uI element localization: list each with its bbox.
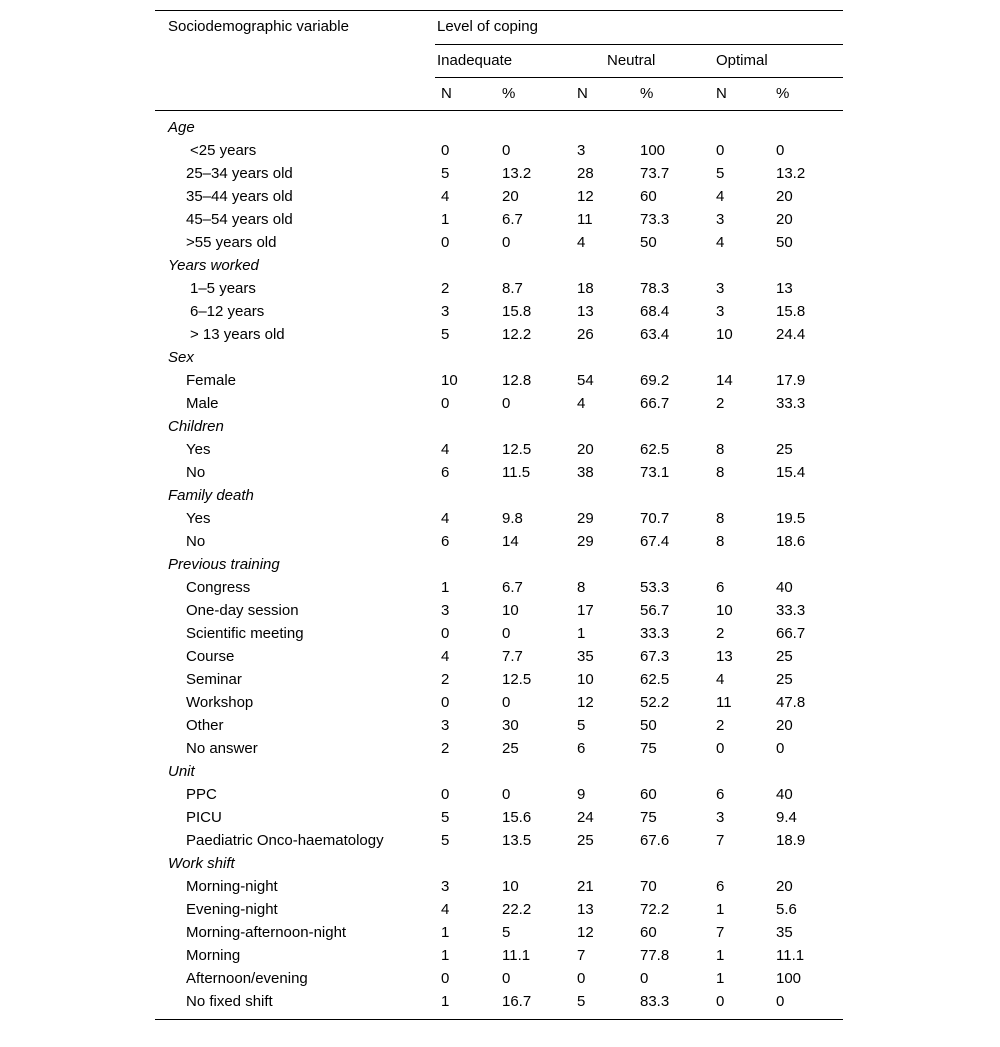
header-measure-optimal-n: N xyxy=(716,85,727,102)
cell-inadequate-n: 3 xyxy=(441,303,450,320)
group-header-label: Children xyxy=(168,418,224,435)
row-label: Seminar xyxy=(186,671,242,688)
cell-optimal-pct: 25 xyxy=(776,441,793,458)
table-row xyxy=(155,806,843,829)
table-row xyxy=(155,944,843,967)
cell-optimal-n: 8 xyxy=(716,510,725,527)
row-label: 35–44 years old xyxy=(186,188,293,205)
header-group-label: Level of coping xyxy=(437,18,538,35)
row-label: Morning-afternoon-night xyxy=(186,924,347,941)
cell-inadequate-n: 6 xyxy=(441,464,450,481)
cell-optimal-pct: 20 xyxy=(776,878,793,895)
cell-inadequate-n: 1 xyxy=(441,211,450,228)
table-row xyxy=(155,990,843,1013)
row-label: > 13 years old xyxy=(190,326,285,343)
table-row xyxy=(155,714,843,737)
cell-neutral-pct: 0 xyxy=(640,970,649,987)
cell-inadequate-n: 5 xyxy=(441,832,450,849)
header-level-inadequate: Inadequate xyxy=(437,52,513,69)
cell-neutral-pct: 52.2 xyxy=(640,694,670,711)
cell-optimal-n: 6 xyxy=(716,786,725,803)
cell-inadequate-pct: 11.1 xyxy=(502,947,531,964)
row-label: Paediatric Onco-haematology xyxy=(186,832,384,849)
cell-inadequate-pct: 12.2 xyxy=(502,326,532,343)
cell-neutral-pct: 56.7 xyxy=(640,602,670,619)
table-row xyxy=(155,507,843,530)
row-label: 25–34 years old xyxy=(186,165,293,182)
cell-inadequate-n: 4 xyxy=(441,648,450,665)
cell-neutral-pct: 68.4 xyxy=(640,303,670,320)
table-bottom-rule xyxy=(155,1019,843,1020)
cell-neutral-pct: 62.5 xyxy=(640,441,670,458)
cell-optimal-pct: 20 xyxy=(776,188,793,205)
cell-neutral-pct: 62.5 xyxy=(640,671,670,688)
header-level-neutral: Neutral xyxy=(607,52,656,69)
header-measure-inadequate-n: N xyxy=(441,85,452,102)
cell-inadequate-pct: 10 xyxy=(502,602,519,619)
row-label: PICU xyxy=(186,809,222,826)
group-header-row xyxy=(155,116,843,139)
cell-optimal-n: 10 xyxy=(716,602,733,619)
row-label: Female xyxy=(186,372,237,389)
cell-neutral-pct: 75 xyxy=(640,809,657,826)
cell-neutral-pct: 60 xyxy=(640,188,657,205)
cell-optimal-n: 4 xyxy=(716,671,725,688)
cell-inadequate-n: 1 xyxy=(441,993,450,1010)
cell-inadequate-n: 4 xyxy=(441,510,450,527)
cell-neutral-n: 21 xyxy=(577,878,594,895)
cell-optimal-pct: 100 xyxy=(776,970,802,987)
cell-neutral-n: 13 xyxy=(577,303,594,320)
header-row-measures xyxy=(155,78,843,110)
row-label: <25 years xyxy=(190,142,257,159)
row-label: Yes xyxy=(186,510,211,527)
header-row-titles xyxy=(155,11,843,44)
cell-neutral-pct: 50 xyxy=(640,717,657,734)
group-header-row xyxy=(155,346,843,369)
cell-neutral-n: 8 xyxy=(577,579,586,596)
table-row xyxy=(155,530,843,553)
cell-optimal-n: 6 xyxy=(716,579,725,596)
cell-inadequate-pct: 30 xyxy=(502,717,519,734)
group-header-row xyxy=(155,415,843,438)
table-row xyxy=(155,576,843,599)
cell-optimal-n: 6 xyxy=(716,878,725,895)
cell-neutral-n: 9 xyxy=(577,786,586,803)
cell-neutral-n: 4 xyxy=(577,234,586,251)
table-row xyxy=(155,392,843,415)
cell-neutral-n: 5 xyxy=(577,717,586,734)
cell-inadequate-pct: 0 xyxy=(502,625,511,642)
cell-optimal-pct: 20 xyxy=(776,211,793,228)
group-header-label: Age xyxy=(168,119,195,136)
cell-inadequate-pct: 8.7 xyxy=(502,280,523,297)
cell-inadequate-pct: 12.8 xyxy=(502,372,532,389)
cell-optimal-pct: 17.9 xyxy=(776,372,806,389)
group-header-label: Family death xyxy=(168,487,254,504)
cell-neutral-pct: 53.3 xyxy=(640,579,670,596)
cell-neutral-n: 10 xyxy=(577,671,594,688)
cell-optimal-n: 3 xyxy=(716,809,725,826)
cell-neutral-n: 29 xyxy=(577,510,594,527)
row-label: 1–5 years xyxy=(190,280,256,297)
cell-optimal-pct: 24.4 xyxy=(776,326,806,343)
cell-neutral-n: 4 xyxy=(577,395,586,412)
cell-inadequate-n: 0 xyxy=(441,395,450,412)
table-row xyxy=(155,231,843,254)
cell-optimal-pct: 0 xyxy=(776,142,785,159)
cell-inadequate-pct: 5 xyxy=(502,924,511,941)
cell-inadequate-pct: 22.2 xyxy=(502,901,532,918)
cell-optimal-n: 7 xyxy=(716,924,725,941)
header-level-optimal: Optimal xyxy=(716,52,768,69)
cell-inadequate-pct: 16.7 xyxy=(502,993,532,1010)
cell-inadequate-pct: 6.7 xyxy=(502,579,523,596)
cell-optimal-pct: 33.3 xyxy=(776,602,806,619)
table-row xyxy=(155,898,843,921)
table-row xyxy=(155,921,843,944)
cell-neutral-n: 1 xyxy=(577,625,586,642)
table-row xyxy=(155,369,843,392)
group-header-row xyxy=(155,484,843,507)
cell-optimal-n: 5 xyxy=(716,165,725,182)
cell-optimal-pct: 11.1 xyxy=(776,947,805,964)
cell-neutral-pct: 73.3 xyxy=(640,211,670,228)
cell-neutral-pct: 63.4 xyxy=(640,326,670,343)
row-label: Other xyxy=(186,717,224,734)
cell-optimal-pct: 9.4 xyxy=(776,809,797,826)
table-row xyxy=(155,668,843,691)
cell-optimal-n: 3 xyxy=(716,280,725,297)
cell-optimal-n: 2 xyxy=(716,625,725,642)
cell-neutral-n: 35 xyxy=(577,648,594,665)
cell-neutral-n: 12 xyxy=(577,924,594,941)
row-label: Morning xyxy=(186,947,241,964)
cell-neutral-pct: 60 xyxy=(640,786,657,803)
cell-inadequate-n: 1 xyxy=(441,579,450,596)
cell-optimal-pct: 40 xyxy=(776,786,793,803)
cell-inadequate-pct: 12.5 xyxy=(502,441,532,458)
cell-inadequate-n: 0 xyxy=(441,625,450,642)
cell-optimal-pct: 25 xyxy=(776,671,793,688)
header-measure-neutral-pct: % xyxy=(640,85,654,102)
cell-neutral-n: 17 xyxy=(577,602,594,619)
cell-optimal-n: 10 xyxy=(716,326,733,343)
table-row xyxy=(155,783,843,806)
row-label: No answer xyxy=(186,740,258,757)
cell-optimal-pct: 18.9 xyxy=(776,832,806,849)
cell-optimal-n: 2 xyxy=(716,395,725,412)
header-measure-optimal-pct: % xyxy=(776,85,790,102)
cell-neutral-pct: 77.8 xyxy=(640,947,670,964)
cell-neutral-n: 38 xyxy=(577,464,594,481)
cell-inadequate-pct: 0 xyxy=(502,234,511,251)
cell-neutral-pct: 67.6 xyxy=(640,832,670,849)
cell-optimal-n: 13 xyxy=(716,648,733,665)
cell-neutral-pct: 67.4 xyxy=(640,533,670,550)
cell-neutral-n: 12 xyxy=(577,188,594,205)
cell-inadequate-n: 6 xyxy=(441,533,450,550)
cell-inadequate-pct: 11.5 xyxy=(502,464,531,481)
row-label: Afternoon/evening xyxy=(186,970,308,987)
cell-neutral-pct: 67.3 xyxy=(640,648,670,665)
row-label: Male xyxy=(186,395,219,412)
cell-optimal-pct: 15.8 xyxy=(776,303,806,320)
cell-optimal-n: 8 xyxy=(716,441,725,458)
table-row xyxy=(155,829,843,852)
group-header-label: Years worked xyxy=(168,257,259,274)
cell-neutral-n: 3 xyxy=(577,142,586,159)
row-label: Congress xyxy=(186,579,251,596)
group-header-row xyxy=(155,760,843,783)
cell-optimal-pct: 13 xyxy=(776,280,793,297)
cell-inadequate-pct: 0 xyxy=(502,970,511,987)
cell-optimal-pct: 19.5 xyxy=(776,510,806,527)
cell-optimal-n: 1 xyxy=(716,970,725,987)
cell-optimal-pct: 5.6 xyxy=(776,901,797,918)
group-header-row xyxy=(155,852,843,875)
cell-optimal-n: 1 xyxy=(716,947,725,964)
row-label: 6–12 years xyxy=(190,303,265,320)
table-row xyxy=(155,737,843,760)
table-row xyxy=(155,185,843,208)
cell-neutral-n: 5 xyxy=(577,993,586,1010)
group-header-label: Previous training xyxy=(168,556,280,573)
table-row xyxy=(155,875,843,898)
group-header-label: Unit xyxy=(168,763,195,780)
cell-neutral-pct: 33.3 xyxy=(640,625,670,642)
row-label: Scientific meeting xyxy=(186,625,304,642)
cell-optimal-pct: 35 xyxy=(776,924,793,941)
cell-neutral-n: 26 xyxy=(577,326,594,343)
table-row xyxy=(155,645,843,668)
cell-optimal-pct: 25 xyxy=(776,648,793,665)
cell-inadequate-n: 4 xyxy=(441,188,450,205)
row-label: No fixed shift xyxy=(186,993,273,1010)
cell-optimal-pct: 15.4 xyxy=(776,464,806,481)
row-label: One-day session xyxy=(186,602,299,619)
cell-neutral-n: 18 xyxy=(577,280,594,297)
table-row xyxy=(155,162,843,185)
cell-optimal-n: 3 xyxy=(716,303,725,320)
cell-neutral-n: 12 xyxy=(577,694,594,711)
header-measure-inadequate-pct: % xyxy=(502,85,516,102)
cell-inadequate-n: 4 xyxy=(441,901,450,918)
row-label: Course xyxy=(186,648,235,665)
table-body xyxy=(155,111,843,1013)
cell-optimal-n: 4 xyxy=(716,188,725,205)
cell-inadequate-n: 4 xyxy=(441,441,450,458)
cell-inadequate-n: 2 xyxy=(441,740,450,757)
cell-inadequate-pct: 20 xyxy=(502,188,519,205)
table-row xyxy=(155,691,843,714)
cell-inadequate-pct: 15.6 xyxy=(502,809,532,826)
group-header-row xyxy=(155,553,843,576)
cell-optimal-pct: 47.8 xyxy=(776,694,806,711)
cell-inadequate-pct: 6.7 xyxy=(502,211,523,228)
cell-inadequate-n: 1 xyxy=(441,947,450,964)
cell-neutral-pct: 70.7 xyxy=(640,510,670,527)
cell-optimal-pct: 0 xyxy=(776,993,785,1010)
cell-inadequate-pct: 14 xyxy=(502,533,519,550)
table-row xyxy=(155,438,843,461)
cell-inadequate-pct: 13.5 xyxy=(502,832,532,849)
cell-optimal-pct: 66.7 xyxy=(776,625,806,642)
cell-optimal-n: 0 xyxy=(716,142,725,159)
cell-inadequate-n: 3 xyxy=(441,717,450,734)
row-label: Evening-night xyxy=(186,901,278,918)
cell-optimal-n: 2 xyxy=(716,717,725,734)
cell-neutral-n: 13 xyxy=(577,901,594,918)
cell-inadequate-n: 0 xyxy=(441,786,450,803)
cell-inadequate-n: 0 xyxy=(441,234,450,251)
header-row-levels xyxy=(155,45,843,77)
cell-neutral-n: 24 xyxy=(577,809,594,826)
cell-neutral-pct: 83.3 xyxy=(640,993,670,1010)
cell-optimal-n: 11 xyxy=(716,694,732,711)
row-label: Yes xyxy=(186,441,211,458)
cell-inadequate-pct: 9.8 xyxy=(502,510,523,527)
cell-inadequate-n: 5 xyxy=(441,165,450,182)
table-row xyxy=(155,622,843,645)
cell-inadequate-pct: 15.8 xyxy=(502,303,532,320)
cell-neutral-pct: 78.3 xyxy=(640,280,670,297)
group-header-label: Sex xyxy=(168,349,194,366)
cell-inadequate-n: 3 xyxy=(441,602,450,619)
cell-optimal-n: 1 xyxy=(716,901,725,918)
cell-neutral-n: 54 xyxy=(577,372,594,389)
cell-inadequate-n: 0 xyxy=(441,970,450,987)
table-row xyxy=(155,599,843,622)
cell-inadequate-n: 5 xyxy=(441,326,450,343)
cell-neutral-n: 7 xyxy=(577,947,586,964)
cell-optimal-n: 3 xyxy=(716,211,725,228)
cell-neutral-pct: 75 xyxy=(640,740,657,757)
cell-optimal-pct: 13.2 xyxy=(776,165,806,182)
cell-inadequate-n: 10 xyxy=(441,372,458,389)
row-label: PPC xyxy=(186,786,217,803)
cell-inadequate-pct: 0 xyxy=(502,395,511,412)
cell-inadequate-pct: 0 xyxy=(502,786,511,803)
cell-inadequate-pct: 13.2 xyxy=(502,165,532,182)
cell-inadequate-n: 0 xyxy=(441,142,450,159)
table-row xyxy=(155,208,843,231)
cell-inadequate-pct: 12.5 xyxy=(502,671,532,688)
cell-optimal-pct: 0 xyxy=(776,740,785,757)
cell-neutral-n: 0 xyxy=(577,970,586,987)
row-label: Morning-night xyxy=(186,878,278,895)
table-row xyxy=(155,323,843,346)
cell-neutral-n: 6 xyxy=(577,740,586,757)
cell-optimal-n: 7 xyxy=(716,832,725,849)
cell-optimal-pct: 33.3 xyxy=(776,395,806,412)
cell-inadequate-pct: 0 xyxy=(502,694,511,711)
header-variable-label: Sociodemographic variable xyxy=(168,18,349,35)
cell-neutral-n: 25 xyxy=(577,832,594,849)
cell-inadequate-n: 2 xyxy=(441,280,450,297)
cell-optimal-pct: 40 xyxy=(776,579,793,596)
cell-neutral-pct: 100 xyxy=(640,142,666,159)
cell-optimal-n: 14 xyxy=(716,372,733,389)
cell-optimal-pct: 18.6 xyxy=(776,533,806,550)
cell-inadequate-n: 3 xyxy=(441,878,450,895)
cell-inadequate-pct: 25 xyxy=(502,740,519,757)
cell-inadequate-n: 2 xyxy=(441,671,450,688)
cell-neutral-n: 28 xyxy=(577,165,594,182)
group-header-row xyxy=(155,254,843,277)
cell-optimal-n: 0 xyxy=(716,740,725,757)
cell-inadequate-n: 1 xyxy=(441,924,450,941)
row-label: >55 years old xyxy=(186,234,277,251)
cell-neutral-pct: 73.1 xyxy=(640,464,670,481)
header-measure-neutral-n: N xyxy=(577,85,588,102)
cell-optimal-n: 8 xyxy=(716,464,725,481)
cell-inadequate-pct: 10 xyxy=(502,878,519,895)
cell-neutral-n: 20 xyxy=(577,441,594,458)
cell-inadequate-n: 0 xyxy=(441,694,450,711)
table-row xyxy=(155,277,843,300)
table-row xyxy=(155,967,843,990)
cell-inadequate-pct: 0 xyxy=(502,142,511,159)
cell-neutral-pct: 70 xyxy=(640,878,657,895)
row-label: No xyxy=(186,464,206,481)
cell-optimal-n: 4 xyxy=(716,234,725,251)
table-row xyxy=(155,300,843,323)
cell-neutral-pct: 69.2 xyxy=(640,372,670,389)
group-header-label: Work shift xyxy=(168,855,235,872)
cell-optimal-pct: 20 xyxy=(776,717,793,734)
cell-neutral-pct: 72.2 xyxy=(640,901,670,918)
row-label: No xyxy=(186,533,206,550)
cell-neutral-pct: 73.7 xyxy=(640,165,670,182)
cell-inadequate-pct: 7.7 xyxy=(502,648,523,665)
cell-neutral-n: 11 xyxy=(577,211,593,228)
row-label: Workshop xyxy=(186,694,254,711)
cell-optimal-n: 0 xyxy=(716,993,725,1010)
table-row xyxy=(155,139,843,162)
sociodemographic-coping-table xyxy=(155,10,843,1020)
cell-optimal-n: 8 xyxy=(716,533,725,550)
cell-neutral-pct: 66.7 xyxy=(640,395,670,412)
cell-neutral-n: 29 xyxy=(577,533,594,550)
table-row xyxy=(155,461,843,484)
cell-neutral-pct: 50 xyxy=(640,234,657,251)
cell-neutral-pct: 60 xyxy=(640,924,657,941)
row-label: 45–54 years old xyxy=(186,211,293,228)
cell-optimal-pct: 50 xyxy=(776,234,793,251)
cell-inadequate-n: 5 xyxy=(441,809,450,826)
